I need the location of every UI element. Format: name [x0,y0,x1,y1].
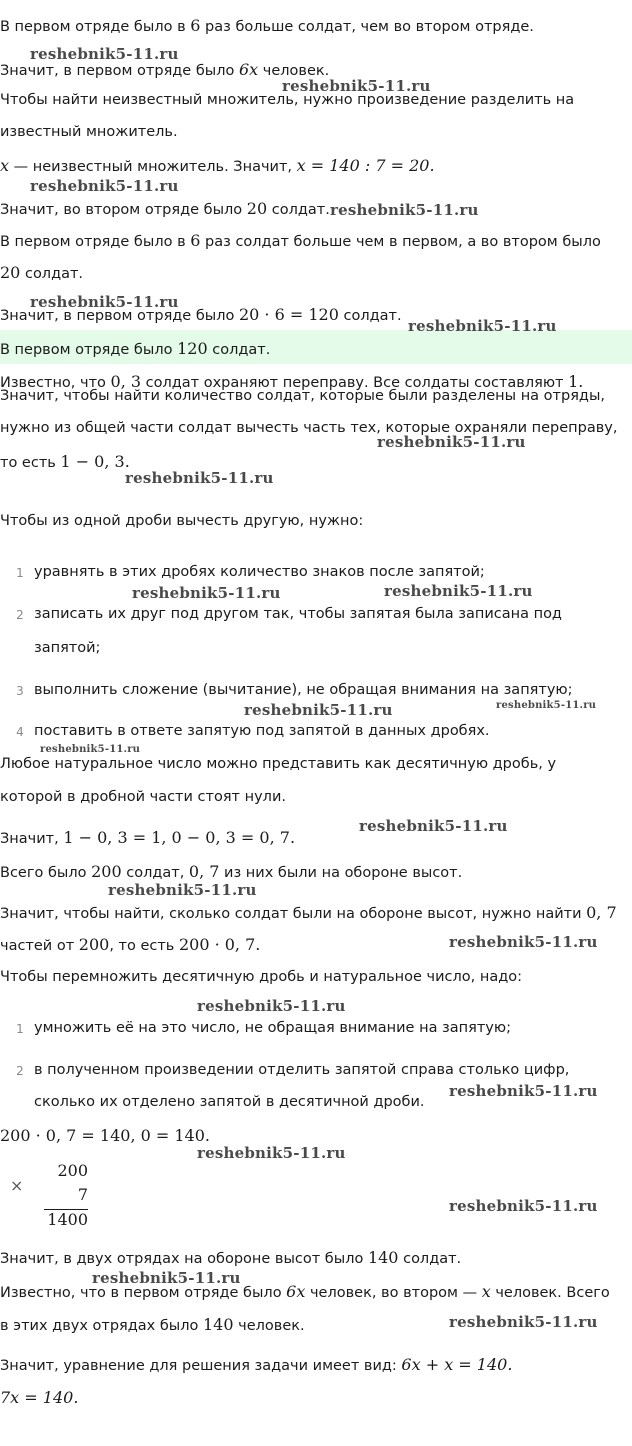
list-number: 1 [16,566,24,580]
watermark: reshebnik5-11.ru [197,997,346,1015]
watermark: reshebnik5-11.ru [359,817,508,835]
text-line: Известно, что 0, 3 солдат охраняют переправу. Все солдаты составляют 1. [0,372,584,391]
watermark: reshebnik5-11.ru [125,469,274,487]
text-line: В первом отряде было в 6 раз солдат больше чем в первом, а во втором было [0,231,601,250]
watermark: reshebnik5-11.ru [244,701,393,719]
watermark: reshebnik5-11.ru [40,744,141,755]
watermark: reshebnik5-11.ru [30,293,179,311]
text-line: В первом отряде было в 6 раз больше солдат, чем во втором отряде. [0,16,534,35]
text-line: Значит, уравнение для решения задачи имеет вид: 6x + x = 140. [0,1355,513,1374]
watermark: reshebnik5-11.ru [197,1144,346,1162]
text-line: нужно из общей части солдат вычесть часть тех, которые охраняли переправу, [0,420,618,436]
text-line: Значит, 1 − 0, 3 = 1, 0 − 0, 3 = 0, 7. [0,828,296,847]
list-number: 1 [16,1022,24,1036]
product: 1400 [47,1210,88,1229]
text-line: Значит, в двух отрядах на обороне высот было 140 солдат. [0,1248,462,1267]
text-line: Всего было 200 солдат, 0, 7 из них были на обороне высот. [0,862,463,881]
text-line: в этих двух отрядах было 140 человек. [0,1315,305,1334]
watermark: reshebnik5-11.ru [449,1313,598,1331]
watermark: reshebnik5-11.ru [30,45,179,63]
text-line: Значит, в первом отряде было 6x человек. [0,60,330,79]
multiplicand: 200 [57,1161,88,1180]
text-line: Чтобы из одной дроби вычесть другую, нужно: [0,513,364,529]
list-item: в полученном произведении отделить запятой справа столько цифр, [34,1062,570,1078]
watermark: reshebnik5-11.ru [132,584,281,602]
list-number: 4 [16,725,24,739]
list-item: записать их друг под другом так, чтобы запятая была записана под [34,606,562,622]
text-line: 20 солдат. [0,263,84,282]
list-item: поставить в ответе запятую под запятой в данных дробях. [34,723,490,739]
watermark: reshebnik5-11.ru [496,700,597,711]
text-line: Значит, чтобы найти, сколько солдат были на обороне высот, нужно найти 0, 7 [0,903,617,922]
text-line: частей от 200, то есть 200 · 0, 7. [0,935,261,954]
watermark: reshebnik5-11.ru [108,881,257,899]
text-line: то есть 1 − 0, 3. [0,452,130,471]
watermark: reshebnik5-11.ru [282,77,431,95]
text-line: Известно, что в первом отряде было 6x человек, во втором — x человек. Всего [0,1282,610,1301]
text-line: известный множитель. [0,124,178,140]
watermark: reshebnik5-11.ru [377,433,526,451]
list-number: 2 [16,1064,24,1078]
text-line: которой в дробной части стоят нули. [0,789,286,805]
watermark: reshebnik5-11.ru [449,1197,598,1215]
list-item: уравнять в этих дробях количество знаков после запятой; [34,564,485,580]
list-number: 3 [16,684,24,698]
watermark: reshebnik5-11.ru [384,582,533,600]
list-item-continuation: запятой; [34,640,101,656]
multiplication-sign: × [10,1176,24,1195]
highlighted-text: В первом отряде было 120 солдат. [0,339,271,358]
text-line: Значит, в первом отряде было 20 · 6 = 120 солдат. [0,305,402,324]
text-line: Любое натуральное число можно представить как десятичную дробь, у [0,756,557,772]
watermark: reshebnik5-11.ru [449,1082,598,1100]
watermark: reshebnik5-11.ru [92,1269,241,1287]
list-item: выполнить сложение (вычитание), не обращая внимания на запятую; [34,682,573,698]
text-line: Значит, во втором отряде было 20 солдат. [0,199,330,218]
list-item: умножить её на это число, не обращая внимание на запятую; [34,1020,511,1036]
multiplier: 7 [77,1185,88,1204]
text-line: Чтобы найти неизвестный множитель, нужно произведение разделить на [0,92,575,108]
text-line: Чтобы перемножить десятичную дробь и натуральное число, надо: [0,969,522,985]
text-line: Значит, чтобы найти количество солдат, которые были разделены на отряды, [0,388,606,404]
watermark: reshebnik5-11.ru [408,317,557,335]
watermark: reshebnik5-11.ru [449,933,598,951]
text-line: 200 · 0, 7 = 140, 0 = 140. [0,1126,210,1145]
list-item-continuation: сколько их отделено запятой в десятичной дроби. [34,1094,425,1110]
watermark: reshebnik5-11.ru [330,201,479,219]
watermark: reshebnik5-11.ru [30,177,179,195]
text-line: 7x = 140. [0,1388,79,1407]
list-number: 2 [16,608,24,622]
text-line: x — неизвестный множитель. Значит, x = 140 : 7 = 20. [0,156,435,175]
